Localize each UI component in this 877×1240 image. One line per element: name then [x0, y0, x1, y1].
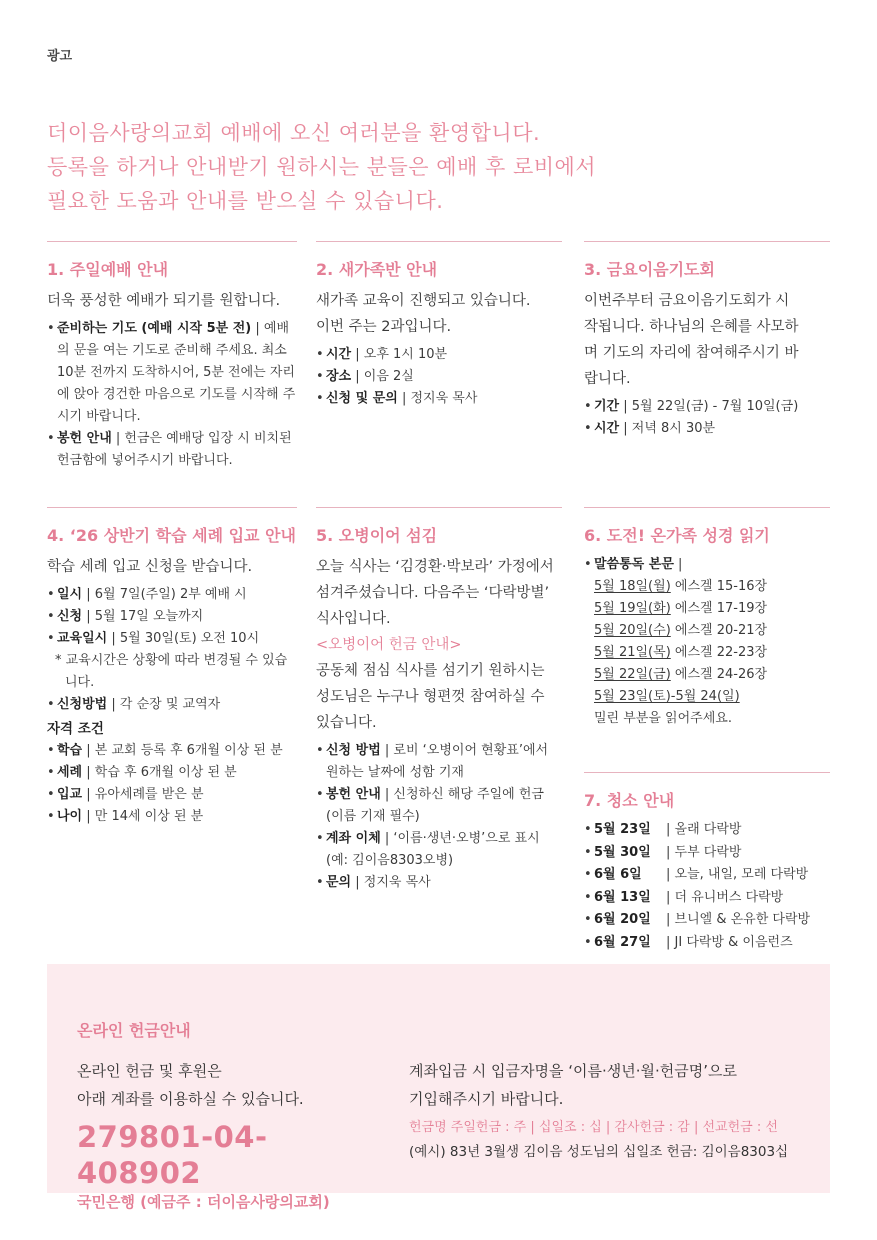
list-item: • 시간 | 저녁 8시 30분 [584, 418, 830, 440]
section-new-family [316, 241, 562, 410]
section-baptism [47, 507, 297, 828]
reading-row: 5월 23일(토)-5월 24(일) [594, 689, 740, 704]
reading-row: 5월 18일(월) 에스겔 15-16장 [594, 579, 768, 594]
welcome-line: 더이음사랑의교회 예배에 오신 여러분을 환영합니다. [47, 121, 541, 145]
note: * 교육시간은 상황에 따라 변경될 수 있습니다. [55, 653, 288, 690]
section-divider [316, 507, 562, 508]
section-lead: 학습 세례 입교 신청을 받습니다. [47, 559, 253, 575]
section-title: 3. 금요이음기도회 [584, 260, 715, 279]
list-item: • 계좌 이체 | ‘이름·생년·오병’으로 표시 (예: 김이음8303오병) [316, 828, 562, 872]
reading-row: 5월 19일(화) 에스겔 17-19장 [594, 601, 768, 616]
qualification-title: 자격 조건 [47, 721, 104, 737]
section-lead: 새가족 교육이 진행되고 있습니다. [316, 293, 531, 309]
account-number: 279801-04-408902 [77, 1120, 268, 1190]
list-item: • 신청 방법 | 로비 ‘오병이어 현황표’에서 원하는 날짜에 성함 기재 [316, 740, 562, 784]
reading-row: 5월 22일(금) 에스겔 24-26장 [594, 667, 768, 682]
section-divider [584, 772, 830, 773]
list-item: • 신청방법 | 각 순장 및 교역자 [47, 694, 297, 716]
section-title: 5. 오병이어 섬김 [316, 526, 438, 545]
online-offering-account-info [77, 1057, 387, 1213]
section-lead: 이번주부터 금요이음기도회가 시작됩니다. 하나님의 은혜를 사모하며 기도의 자리에 참여해주시기 바랍니다. [584, 293, 799, 387]
list-item: • 입교 | 유아세례를 받은 분 [47, 784, 297, 806]
section-bible-reading [584, 507, 830, 730]
reading-footer: 밀린 부분을 읽어주세요. [594, 711, 732, 726]
bank-name: 국민은행 (예금주 : 더이음사랑의교회) [77, 1193, 330, 1211]
online-offering-panel [47, 964, 830, 1211]
list-item: • 봉헌 안내 | 신청하신 해당 주일에 헌금 (이름 기재 필수) [316, 784, 562, 828]
cleaning-row: • 6월 13일 | 더 유니버스 다락방 [584, 887, 830, 910]
section-lead: 오늘 식사는 ‘김경환·박보라’ 가정에서 섬겨주셨습니다. 다음주는 ‘다락방별’ 식사입니다. [316, 559, 554, 627]
welcome-message [47, 116, 847, 218]
cleaning-row: • 6월 6일 | 오늘, 내일, 모레 다락방 [584, 864, 830, 887]
offering-example: (예시) 83년 3월생 김이음 성도님의 십일조 헌금: 김이음8303십 [409, 1144, 789, 1160]
section-lead: 더욱 풍성한 예배가 되기를 원합니다. [47, 293, 281, 309]
account-intro: 아래 계좌를 이용하실 수 있습니다. [77, 1090, 304, 1108]
section-divider [316, 241, 562, 242]
section-lead: 공동체 점심 식사를 섬기기 원하시는 성도님은 누구나 형편껏 참여하실 수 있습니다. [316, 663, 545, 731]
cleaning-row: • 6월 27일 | JI 다락방 & 이음런즈 [584, 932, 830, 955]
list-item: • 학습 | 본 교회 등록 후 6개월 이상 된 분 [47, 740, 297, 762]
ad-label: 광고 [47, 49, 73, 64]
instruction-line: 계좌입금 시 입금자명을 ‘이름·생년·월·헌금명’으로 [409, 1062, 737, 1080]
list-item: • 신청 | 5월 17일 오늘까지 [47, 606, 297, 628]
instruction-line: 기입해주시기 바랍니다. [409, 1090, 564, 1108]
section-obyeongieo [316, 507, 562, 894]
cleaning-row: • 6월 20일 | 브니엘 & 온유한 다락방 [584, 909, 830, 932]
account-intro: 온라인 헌금 및 후원은 [77, 1062, 222, 1080]
offering-codes: 헌금명 주일헌금 : 주 | 십일조 : 십 | 감사헌금 : 감 | 선교헌금 : 선 [409, 1120, 778, 1135]
list-item: • 장소 | 이음 2실 [316, 366, 562, 388]
list-item: • 문의 | 정지욱 목사 [316, 872, 562, 894]
section-title: 4. ‘26 상반기 학습 세례 입교 안내 [47, 526, 296, 545]
section-title: 1. 주일예배 안내 [47, 260, 169, 279]
list-item: • 기간 | 5월 22일(금) - 7월 10일(금) [584, 396, 830, 418]
list-item: • 나이 | 만 14세 이상 된 분 [47, 806, 297, 828]
list-item: • 세례 | 학습 후 6개월 이상 된 분 [47, 762, 297, 784]
cleaning-row: • 5월 30일 | 두부 다락방 [584, 842, 830, 865]
list-item: • 교육일시 | 5월 30일(토) 오전 10시 [47, 628, 297, 650]
welcome-line: 필요한 도움과 안내를 받으실 수 있습니다. [47, 189, 444, 213]
section-friday-prayer [584, 241, 830, 440]
cleaning-row: • 5월 23일 | 올래 다락방 [584, 819, 830, 842]
list-item: • 일시 | 6월 7일(주일) 2부 예배 시 [47, 584, 297, 606]
list-item: • 시간 | 오후 1시 10분 [316, 344, 562, 366]
list-item: • 준비하는 기도 (예배 시작 5분 전) | 예배의 문을 여는 기도로 준비해 주세요. 최소 10분 전까지 도착하시어, 5분 전에는 자리에 앉아 경건한 마음으로 기도를 시작해 주시기 바랍니다. [47, 318, 297, 428]
online-offering-instructions [409, 1057, 824, 1163]
section-title: 6. 도전! 온가족 성경 읽기 [584, 526, 770, 545]
section-divider [47, 241, 297, 242]
section-sunday-worship [47, 241, 297, 472]
list-item: • 신청 및 문의 | 정지욱 목사 [316, 388, 562, 410]
welcome-line: 등록을 하거나 안내받기 원하시는 분들은 예배 후 로비에서 [47, 155, 597, 179]
section-lead: 이번 주는 2과입니다. [316, 319, 452, 335]
section-title: 2. 새가족반 안내 [316, 260, 438, 279]
online-offering-title: 온라인 헌금안내 [77, 1021, 191, 1040]
section-cleaning [584, 772, 830, 954]
reading-row: 5월 20일(수) 에스겔 20-21장 [594, 623, 768, 638]
offering-subtitle: <오병이어 헌금 안내> [316, 637, 462, 653]
section-divider [584, 241, 830, 242]
section-title: 7. 청소 안내 [584, 791, 675, 810]
section-divider [47, 507, 297, 508]
section-divider [584, 507, 830, 508]
list-item: • 말씀통독 본문 | [584, 554, 830, 576]
list-item: • 봉헌 안내 | 헌금은 예배당 입장 시 비치된 헌금함에 넣어주시기 바랍니다. [47, 428, 297, 472]
reading-row: 5월 21일(목) 에스겔 22-23장 [594, 645, 768, 660]
